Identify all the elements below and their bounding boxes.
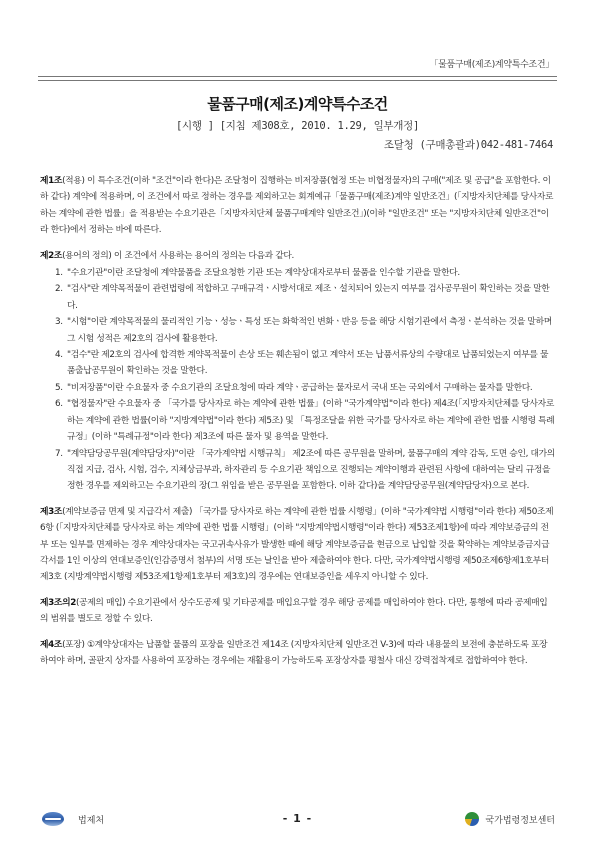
list-item	[55, 380, 555, 396]
article-4	[40, 637, 555, 670]
item-text: "검사"란 계약목적물이 관련법령에 적합하고 구매규격ㆍ시방서대로 제조ㆍ설치되어 있는지 여부를 검사공무원이 확인하는 것을 말한다.	[67, 284, 550, 311]
header-rule-bottom	[38, 80, 557, 81]
article-text: (용어의 정의) 이 조건에서 사용하는 용어의 정의는 다음과 같다.	[62, 250, 294, 261]
document-body	[40, 173, 555, 678]
article-text: (공제의 매입) 수요기관에서 상수도공제 및 기타공제를 매입요구할 경우 해당 공제를 매입하여야 한다. 다만, 통행에 따라 공제매입의 범위를 별도로 정할 수 있다.	[40, 597, 548, 625]
item-text: "계약담당공무원(계약담당자)"이란 「국가계약법 시행규칙」 제2조에 따른 공무원을 말하며, 물품구매의 계약 감독, 도면 승인, 대가의 직접 지급, 검사, 시험, 검수, 지체상금부과, 하자관리 등 수요기관 책임으로 진행되는 계약이행과 관련된 사항에 대하여는 달리 규정을 정한 경우를 제외하고는 수요기관의 장(그 위임을 받은 공무원을 포함한다. 이하 같다)을 계약담당공무원(계약담당자)으로 본다.	[67, 448, 555, 492]
list-item	[55, 446, 555, 495]
list-item	[55, 314, 555, 347]
document-title: 물품구매(제조)계약특수조건	[207, 95, 388, 113]
item-number: 6.	[55, 399, 63, 410]
article-text: (적용) 이 특수조건(이하 "조건"이라 한다)은 조달청이 집행하는 비저장품(협정 또는 비협정물자)의 구매("제조 및 공급"을 포함한다. 이하 같다) 계약에 적용하며, 이 조건에서 따로 정하는 경우를 제외하고는 회계예규「물품구매(제조)계약 일반조건」(「지방자치단체를 당사자로 하는 계약에 관한 법률」을 적용받는 수요기관은「지방자치단체 물품구매계약 일반조건」)(이하 "일반조건" 또는 "지방자치단체 일반조건"이라 한다)에서 정하는 바에 따른다.	[40, 176, 554, 236]
article-text: (계약보증금 면제 및 지급각서 제출) 「국가를 당사자로 하는 계약에 관한 법률 시행령」(이하 "국가계약법 시행령"이라 한다) 제50조제6항 (「지방자치단체를 당사자로 하는 계약에 관한 법률 시행령」(이하 "지방계약법시행령"이라 한다) 제53조제1항)에 따라 계약보증금의 전부 또는 일부를 면제하는 경우 계약상대자는 국고귀속사유가 발생한 때에 해당 계약보증금을 현금으로 납입할 것을 확약하는 계약보증금지급각서를 1인 이상의 연대보증인(인감증명서 첨부)의 서명 또는 날인을 받아 제출하여야 한다. 다만, 국가계약법시행령 제50조제6항제1호부터 제3호 (지방계약법시행령 제53조제1항제1호부터 제3호)의 경우에는 연대보증인을 세우지 아니할 수 있다.	[40, 506, 554, 583]
page-number: - 1 -	[282, 812, 313, 825]
contact-info: 조달청 (구매총괄과)042-481-7464	[383, 139, 553, 151]
article-1	[40, 173, 555, 239]
list-item	[55, 265, 555, 281]
enactment-info: [시행 ] [지침 제308호, 2010. 1.29, 일부개정]	[176, 120, 419, 132]
page-footer	[0, 812, 595, 836]
footer-left-text: 법제처	[78, 815, 105, 826]
list-item	[55, 347, 555, 380]
item-number: 4.	[55, 350, 63, 361]
item-number: 7.	[55, 448, 63, 459]
article-2-heading	[40, 248, 555, 264]
list-item	[55, 396, 555, 445]
definition-list	[40, 265, 555, 495]
item-number: 3.	[55, 317, 63, 328]
article-text: (포장) ①계약상대자는 납품할 물품의 포장을 일반조건 제14조 (지방자치단체 일반조건 V-3)에 따라 내용물의 보전에 충분하도록 포장하여야 하며, 골판지 상자를 사용하여 포장하는 경우에는 재활용이 가능하도록 포장상자를 평철사 대신 강력접착제로 접합하여야 한다.	[40, 639, 548, 666]
running-header: 「물품구매(제조)계약특수조건」	[429, 60, 554, 70]
article-3	[40, 504, 555, 586]
article-number: 제4조	[40, 639, 63, 650]
list-item	[55, 281, 555, 314]
article-3-2	[40, 595, 555, 628]
article-number: 제3조	[40, 506, 63, 517]
article-number: 제2조	[40, 250, 63, 261]
item-text: "비저장품"이란 수요물자 중 수요기관의 조달요청에 따라 계약ㆍ공급하는 물자로서 국내 또는 국외에서 구매하는 물자를 말한다.	[67, 382, 533, 393]
item-text: "수요기관"이란 조달청에 계약물품을 조달요청한 기관 또는 계약상대자로부터 물품을 인수할 기관을 말한다.	[67, 268, 460, 279]
item-text: "검수"란 제2호의 검사에 합격한 계약목적물이 손상 또는 훼손됨이 없고 계약서 또는 납품서류상의 수량대로 납품되었는지 여부를 물품출납공무원이 확인하는 것을 말한다.	[67, 350, 549, 377]
footer-right	[465, 812, 555, 826]
article-number: 제1조	[40, 176, 63, 186]
header-rule-top	[38, 76, 557, 77]
article-number: 제3조의2	[40, 597, 76, 608]
footer-right-text: 국가법령정보센터	[485, 815, 555, 826]
item-number: 1.	[55, 268, 63, 279]
item-text: "협정물자"란 수요물자 중 「국가를 당사자로 하는 계약에 관한 법률」(이하 "국가계약법"이라 한다) 제4조(「지방자치단체를 당사자로 하는 계약에 관한 법률(이하 "지방계약법"이라 한다) 제5조) 및 「특정조달을 위한 국가를 당사자로 하는 계약에 관한 법률 시행령 특례규정」(이하 "특례규정"이라 한다) 제3조에 따른 물자 및 용역을 말한다.	[67, 399, 555, 443]
item-text: "시험"이란 계약목적물의 물리적인 기능ㆍ성능ㆍ특성 또는 화학적인 변화ㆍ반응 등을 해당 시험기관에서 측정ㆍ분석하는 것을 말하며 그 시험 성적은 제2호의 검사에 활용한다.	[67, 317, 552, 344]
law-center-logo-icon	[465, 812, 479, 826]
item-number: 2.	[55, 284, 63, 295]
item-number: 5.	[55, 382, 63, 393]
